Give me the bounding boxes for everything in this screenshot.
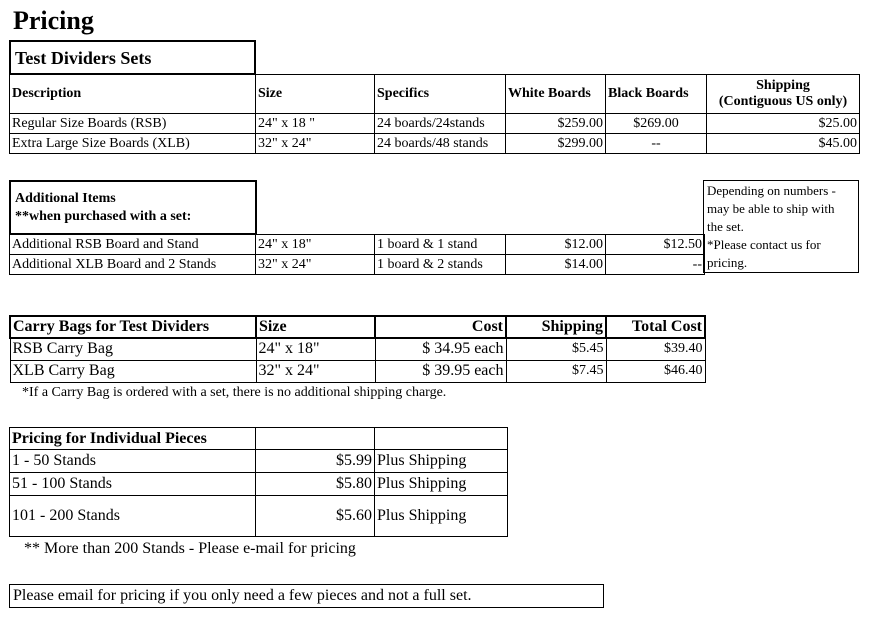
- sets-title: Test Dividers Sets: [9, 40, 256, 75]
- cell: [375, 428, 508, 450]
- col-size: Size: [256, 75, 375, 114]
- table-row: [10, 114, 860, 134]
- table-row: [10, 235, 705, 255]
- cell: $5.45: [506, 338, 606, 360]
- note-line: Depending on numbers -: [707, 183, 836, 198]
- cell: Regular Size Boards (RSB): [10, 114, 256, 134]
- col-description: Description: [10, 75, 256, 114]
- bags-header-row: [10, 316, 705, 338]
- individual-note: ** More than 200 Stands - Please e-mail for pricing: [24, 540, 356, 557]
- cell: [256, 428, 375, 450]
- cell: $5.80: [256, 473, 375, 496]
- additional-title: [9, 180, 257, 235]
- cell: $25.00: [707, 114, 860, 134]
- col-total-cost: Total Cost: [606, 316, 705, 338]
- cell: 32" x 24": [256, 360, 375, 382]
- table-row: [10, 360, 705, 382]
- sets-table: [9, 74, 860, 154]
- cell: $7.45: [506, 360, 606, 382]
- individual-header-row: [10, 428, 508, 450]
- cell: 24 boards/48 stands: [375, 134, 506, 154]
- bags-note: *If a Carry Bag is ordered with a set, there is no additional shipping charge.: [22, 385, 447, 400]
- table-row: [10, 496, 508, 537]
- cell: Plus Shipping: [375, 450, 508, 473]
- page-title: Pricing: [13, 6, 94, 35]
- cell: Additional RSB Board and Stand: [10, 235, 256, 255]
- cell: $269.00: [606, 114, 707, 134]
- sets-header-row: [10, 75, 860, 114]
- additional-title-line2: **when purchased with a set:: [15, 209, 192, 224]
- cell: $14.00: [506, 255, 606, 275]
- cell: $259.00: [506, 114, 606, 134]
- note-line: *Please contact us for: [707, 237, 821, 252]
- additional-table: [9, 234, 705, 275]
- bags-table: [9, 315, 706, 383]
- individual-table: [9, 427, 508, 537]
- cell: 32" x 24": [256, 255, 375, 275]
- cell: Extra Large Size Boards (XLB): [10, 134, 256, 154]
- cell: Plus Shipping: [375, 496, 508, 537]
- additional-note: [703, 180, 859, 273]
- cell: $ 39.95 each: [375, 360, 506, 382]
- table-row: [10, 338, 705, 360]
- cell: 24" x 18": [256, 338, 375, 360]
- cell: $299.00: [506, 134, 606, 154]
- col-shipping: Shipping: [506, 316, 606, 338]
- col-black-boards: Black Boards: [606, 75, 707, 114]
- cell: 1 board & 2 stands: [375, 255, 506, 275]
- cell: XLB Carry Bag: [10, 360, 256, 382]
- cell: $39.40: [606, 338, 705, 360]
- note-line: may be able to ship with: [707, 201, 835, 216]
- note-line: pricing.: [707, 255, 748, 270]
- cell: 101 - 200 Stands: [10, 496, 256, 537]
- cell: 1 - 50 Stands: [10, 450, 256, 473]
- footer-note: Please email for pricing if you only need a few pieces and not a full set.: [9, 584, 604, 608]
- cell: Plus Shipping: [375, 473, 508, 496]
- col-cost: Cost: [375, 316, 506, 338]
- table-row: [10, 450, 508, 473]
- col-shipping-line1: Shipping: [756, 78, 810, 93]
- cell: 24" x 18": [256, 235, 375, 255]
- cell: --: [606, 134, 707, 154]
- cell: $12.50: [606, 235, 705, 255]
- cell: Additional XLB Board and 2 Stands: [10, 255, 256, 275]
- table-row: [10, 473, 508, 496]
- col-shipping-line2: (Contiguous US only): [718, 94, 848, 109]
- cell: $12.00: [506, 235, 606, 255]
- cell: 32" x 24": [256, 134, 375, 154]
- cell: $ 34.95 each: [375, 338, 506, 360]
- cell: $5.99: [256, 450, 375, 473]
- col-size: Size: [256, 316, 375, 338]
- note-line: the set.: [707, 219, 744, 234]
- table-row: [10, 255, 705, 275]
- cell: $46.40: [606, 360, 705, 382]
- cell: 1 board & 1 stand: [375, 235, 506, 255]
- cell: --: [606, 255, 705, 275]
- col-specifics: Specifics: [375, 75, 506, 114]
- cell: 51 - 100 Stands: [10, 473, 256, 496]
- col-white-boards: White Boards: [506, 75, 606, 114]
- additional-title-line1: Additional Items: [15, 191, 116, 206]
- individual-title: Pricing for Individual Pieces: [10, 428, 256, 450]
- cell: RSB Carry Bag: [10, 338, 256, 360]
- cell: 24 boards/24stands: [375, 114, 506, 134]
- col-shipping: [707, 75, 860, 114]
- col-carry-bags: Carry Bags for Test Dividers: [10, 316, 256, 338]
- cell: $5.60: [256, 496, 375, 537]
- cell: 24" x 18 ": [256, 114, 375, 134]
- cell: $45.00: [707, 134, 860, 154]
- table-row: [10, 134, 860, 154]
